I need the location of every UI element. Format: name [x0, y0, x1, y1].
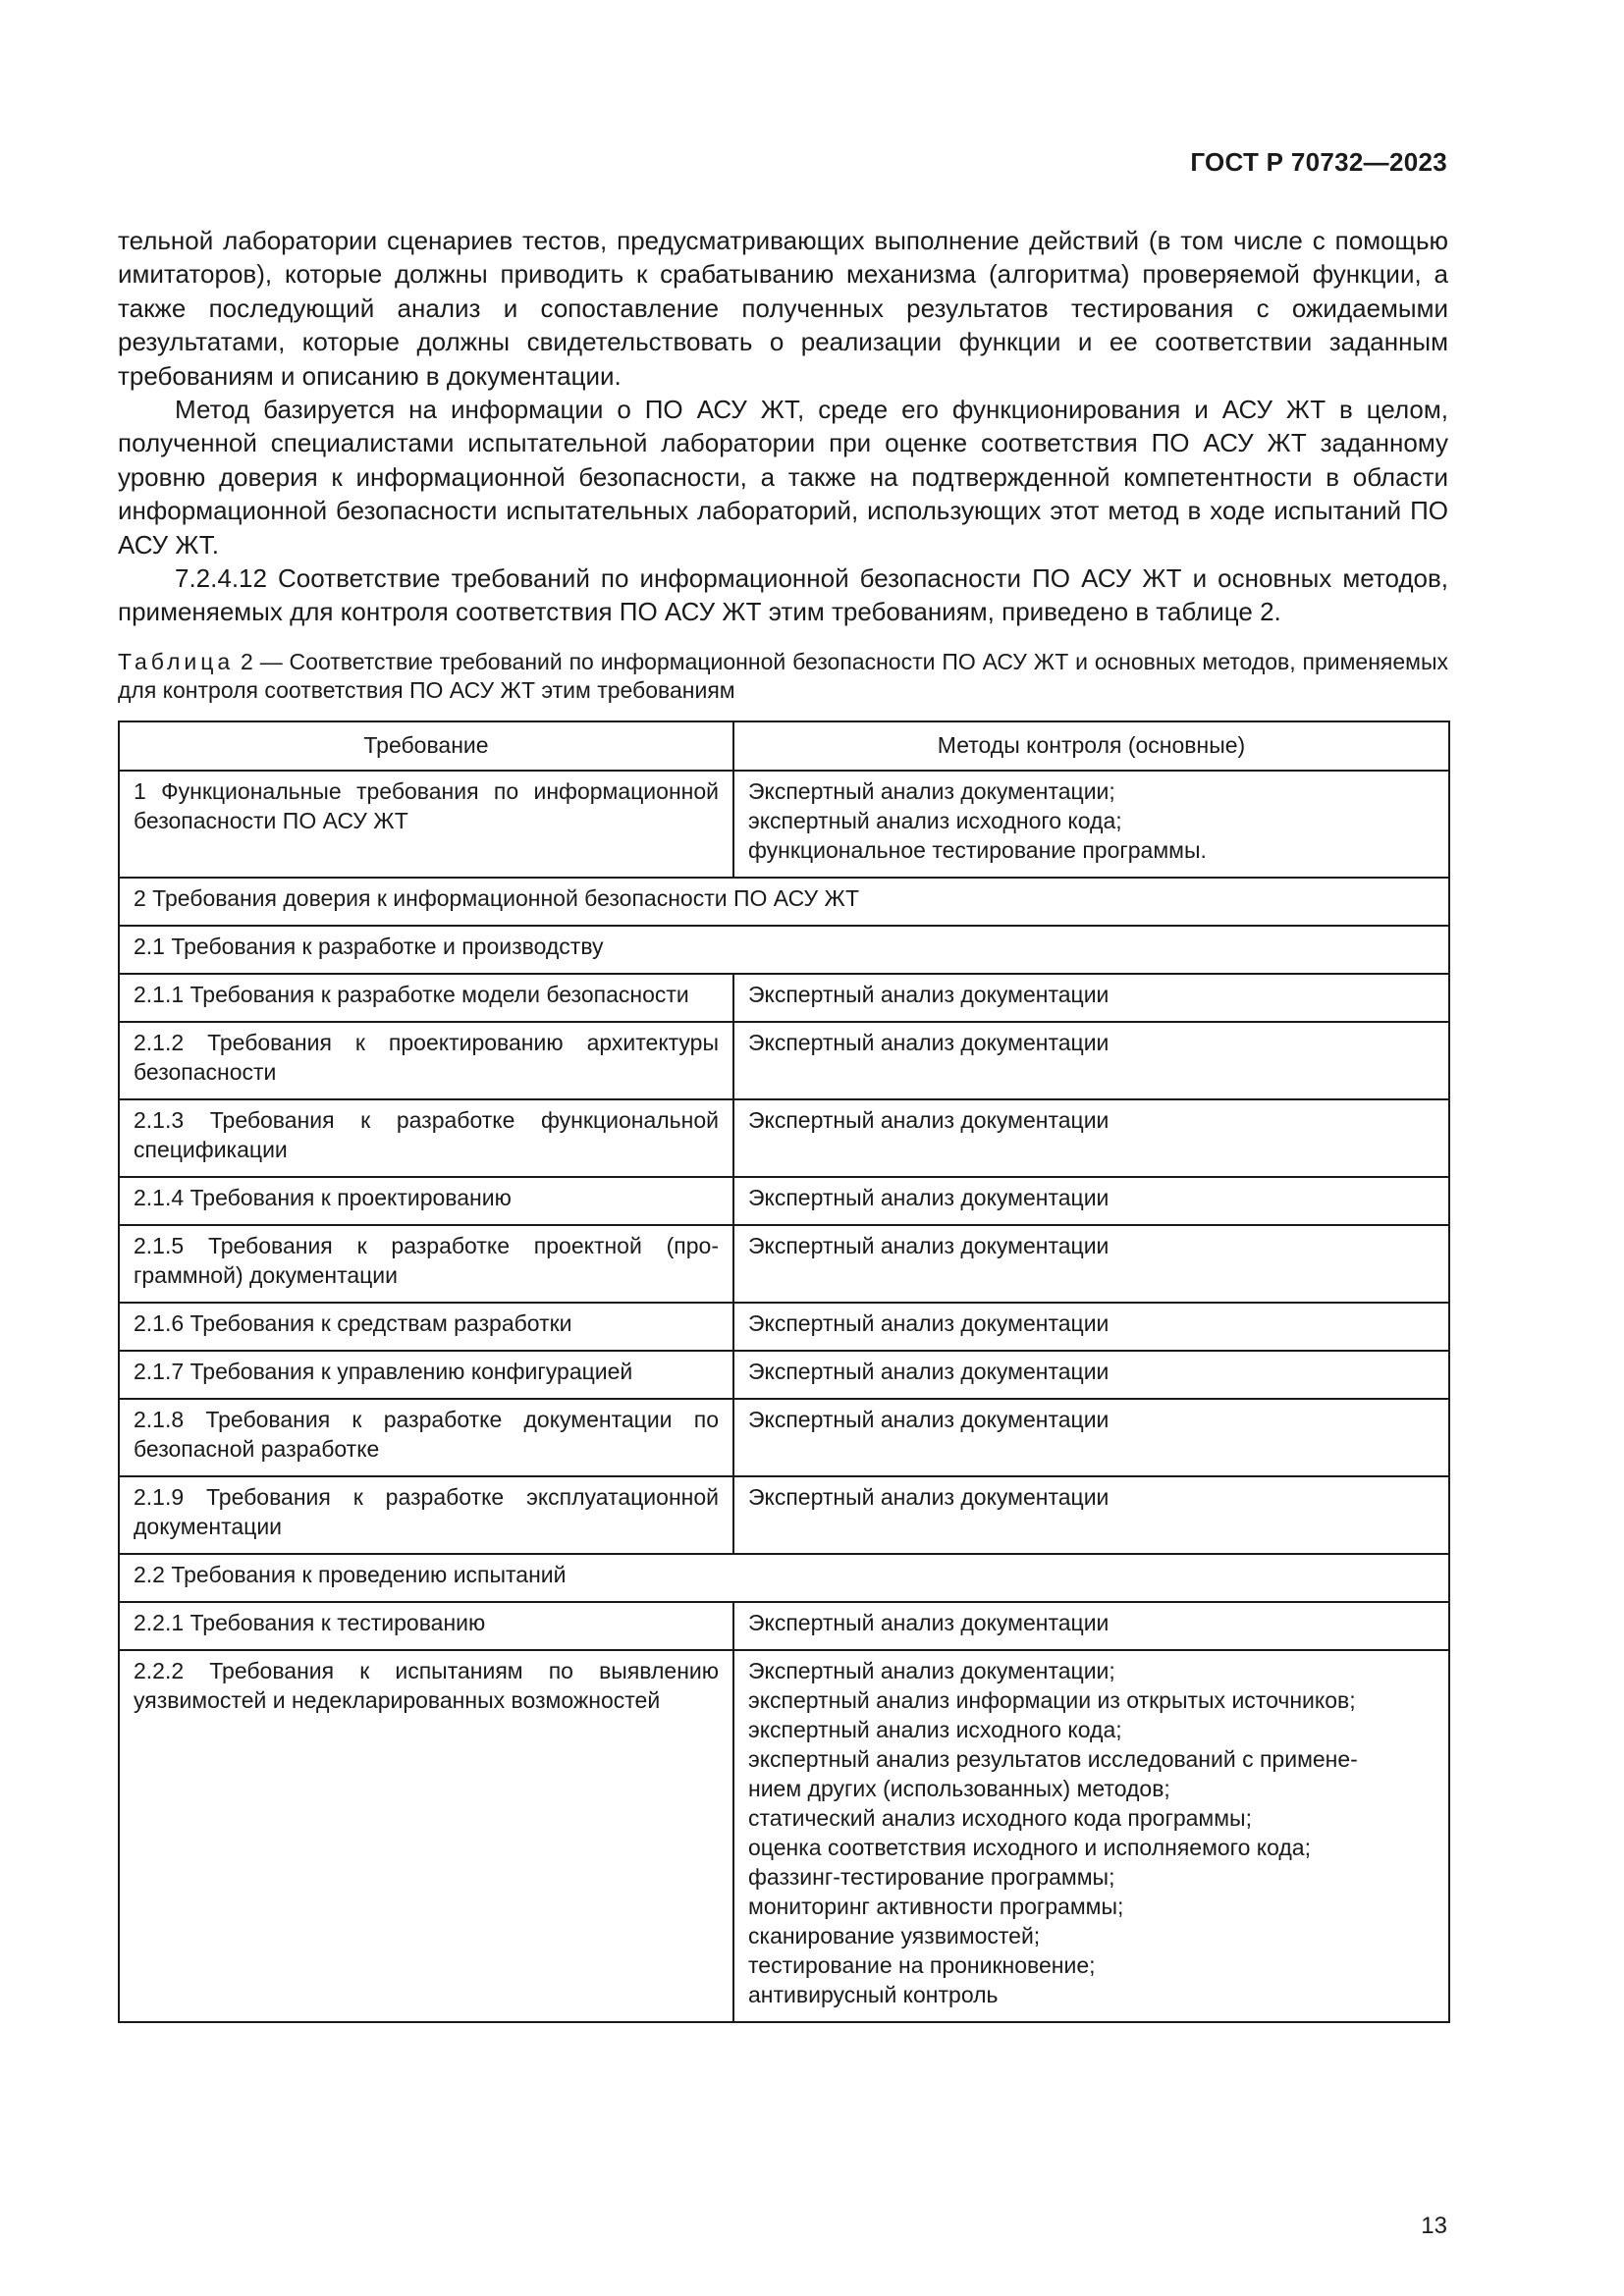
method-item: Экспертный анализ документации	[748, 1030, 1110, 1055]
body-text	[118, 224, 1448, 629]
method-item: фаззинг-тестирование программы;	[748, 1864, 1115, 1890]
methods-cell	[733, 1399, 1449, 1476]
table-section-row	[119, 1554, 1449, 1602]
table-caption-label: Таблица	[118, 649, 235, 674]
table-row	[119, 1225, 1449, 1303]
table-row	[119, 1351, 1449, 1399]
methods-cell	[733, 974, 1449, 1022]
requirements-table	[118, 721, 1450, 2023]
section-title: 2 Требования доверия к информационной безопасности ПО АСУ ЖТ	[119, 878, 1449, 926]
table-caption-text: 2 — Соответствие требований по информационной безопасности ПО АСУ ЖТ и основных методов, применяемых для контроля соответствия ПО АСУ ЖТ этим требованиям	[118, 649, 1448, 703]
table-header-row	[119, 721, 1449, 771]
method-item: оценка соответствия исходного и исполняемого кода;	[748, 1835, 1311, 1860]
method-item: Экспертный анализ документации	[748, 1107, 1110, 1133]
method-item: Экспертный анализ документации	[748, 1185, 1110, 1210]
table-row	[119, 1476, 1449, 1554]
requirement-cell: 2.2.2 Требования к испытаниям по выявлению уязвимостей и недекларированных возможностей	[119, 1650, 733, 2022]
requirement-cell: 2.1.7 Требования к управлению конфигурацией	[119, 1351, 733, 1399]
method-item: Экспертный анализ документации	[748, 1484, 1110, 1510]
requirement-cell: 2.1.3 Требования к разработке функциональной спецификации	[119, 1099, 733, 1177]
paragraph-method: Метод базируется на информации о ПО АСУ ЖТ, среде его функционирования и АСУ ЖТ в целом, полученной специалистами испытательной лаборатории при оценке соответствия ПО АСУ ЖТ заданному уровню доверия к информационной безопасности, а также на подтвержденной компетентности в области информационной безопасности испытательных лабораторий, использующих этот метод в ходе испытаний ПО АСУ ЖТ.	[118, 395, 1448, 560]
method-item: Экспертный анализ документации	[748, 1310, 1110, 1336]
requirement-cell: 2.1.4 Требования к проектированию	[119, 1177, 733, 1225]
method-item: Экспертный анализ документации;	[748, 778, 1115, 804]
table-row	[119, 771, 1449, 878]
paragraph-clause: 7.2.4.12 Соответствие требований по информационной безопасности ПО АСУ ЖТ и основных методов, применяемых для контроля соответствия ПО АСУ ЖТ этим требованиям, приведено в таблице 2.	[118, 563, 1448, 627]
requirement-cell: 2.1.2 Требования к проектированию архитектуры безопасности	[119, 1022, 733, 1099]
method-item: тестирование на проникновение;	[748, 1952, 1096, 1978]
method-item: сканирование уязвимостей;	[748, 1923, 1041, 1949]
page-number: 13	[1421, 2213, 1447, 2239]
methods-cell	[733, 1650, 1449, 2022]
table-row	[119, 1602, 1449, 1650]
method-item: Экспертный анализ документации	[748, 1233, 1110, 1258]
methods-cell	[733, 1602, 1449, 1650]
method-item: Экспертный анализ документации	[748, 1407, 1110, 1432]
method-item: Экспертный анализ документации	[748, 1359, 1110, 1384]
requirement-cell: 2.1.9 Требования к разработке эксплуатационной документации	[119, 1476, 733, 1554]
requirement-cell: 2.1.6 Требования к средствам разработки	[119, 1303, 733, 1351]
requirement-cell: 2.1.8 Требования к разработке документации по безопасной разработке	[119, 1399, 733, 1476]
methods-cell	[733, 771, 1449, 878]
method-item: функциональное тестирование программы.	[748, 837, 1207, 863]
method-item: экспертный анализ исходного кода;	[748, 808, 1122, 833]
paragraph-continuation: тельной лаборатории сценариев тестов, предусматривающих выполнение действий (в том числе с помощью имитаторов), которые должны приводить к срабатыванию механизма (алгоритма) проверяемой функции, а также последующий анализ и сопоставление полученных результатов тестирования с ожидаемыми результатами, которые должны свидетельствовать о реализации функции и ее соответствии заданным требованиям и описанию в документации.	[118, 226, 1448, 391]
section-title: 2.1 Требования к разработке и производству	[119, 926, 1449, 974]
table-section-row	[119, 926, 1449, 974]
document-header: ГОСТ Р 70732—2023	[1190, 147, 1447, 177]
table-body	[119, 771, 1449, 2022]
method-item: Экспертный анализ документации	[748, 982, 1110, 1007]
column-header-methods: Методы контроля (основные)	[733, 721, 1449, 771]
requirement-cell: 1 Функциональные требования по информационной безопасности ПО АСУ ЖТ	[119, 771, 733, 878]
method-item: экспертный анализ результатов исследований с примене-	[748, 1746, 1358, 1772]
method-item: Экспертный анализ документации	[748, 1610, 1110, 1635]
method-item: Экспертный анализ документации;	[748, 1658, 1115, 1683]
methods-cell	[733, 1303, 1449, 1351]
section-title: 2.2 Требования к проведению испытаний	[119, 1554, 1449, 1602]
table-row	[119, 1177, 1449, 1225]
methods-cell	[733, 1225, 1449, 1303]
table-row	[119, 1022, 1449, 1099]
table-caption	[118, 648, 1448, 705]
table-row	[119, 1399, 1449, 1476]
method-item: мониторинг активности программы;	[748, 1894, 1124, 1919]
requirement-cell: 2.2.1 Требования к тестированию	[119, 1602, 733, 1650]
method-item: нием других (использованных) методов;	[748, 1776, 1170, 1801]
table-row	[119, 1099, 1449, 1177]
methods-cell	[733, 1099, 1449, 1177]
method-item: экспертный анализ информации из открытых источников;	[748, 1687, 1356, 1713]
methods-cell	[733, 1022, 1449, 1099]
method-item: антивирусный контроль	[748, 1982, 999, 2007]
method-item: экспертный анализ исходного кода;	[748, 1717, 1122, 1742]
table-row	[119, 1650, 1449, 2022]
table-row	[119, 1303, 1449, 1351]
requirement-cell: 2.1.1 Требования к разработке модели безопасности	[119, 974, 733, 1022]
methods-cell	[733, 1177, 1449, 1225]
methods-cell	[733, 1351, 1449, 1399]
method-item: статический анализ исходного кода программы;	[748, 1805, 1252, 1831]
table-row	[119, 974, 1449, 1022]
methods-cell	[733, 1476, 1449, 1554]
column-header-requirement: Требование	[119, 721, 733, 771]
table-section-row	[119, 878, 1449, 926]
requirement-cell: 2.1.5 Требования к разработке проектной (программной) документации	[119, 1225, 733, 1303]
